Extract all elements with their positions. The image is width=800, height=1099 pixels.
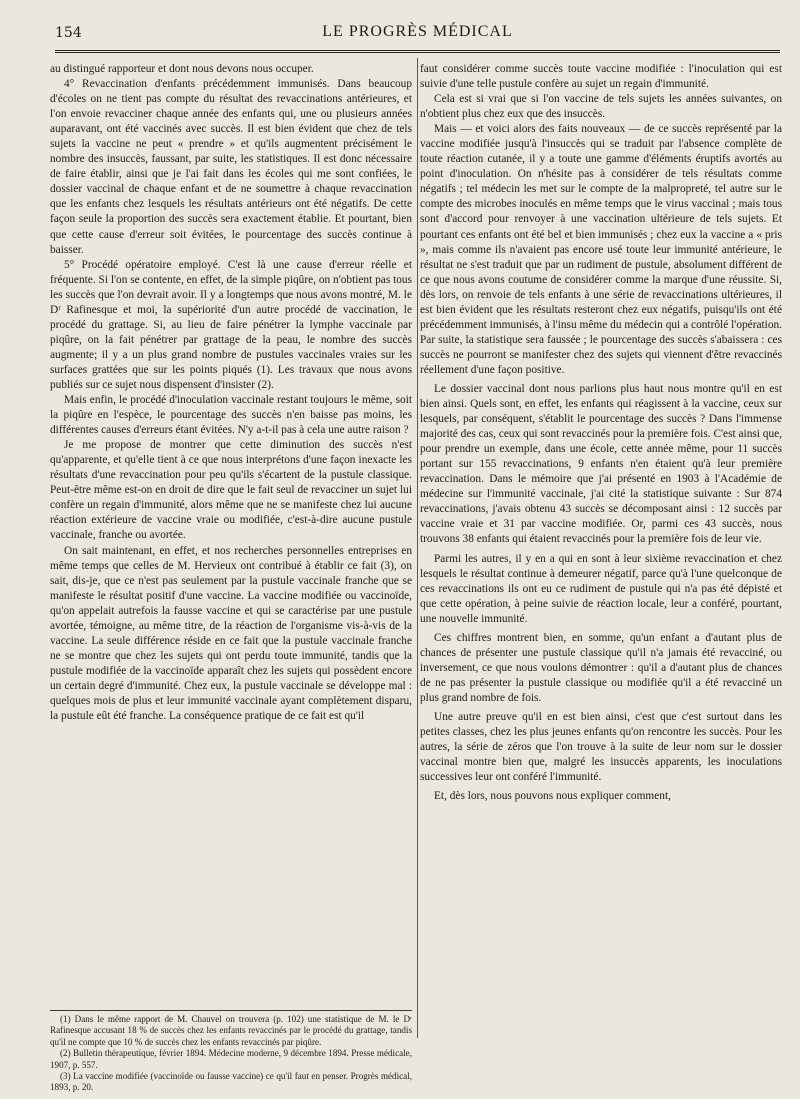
paragraph: Ces chiffres montrent bien, en somme, qu'un enfant a d'autant plus de chances de présenter une pustule classique qu'il n'a jamais été revacciné, ou inversement, ce que nous voulons démontrer : qu'il a d'autant plus de chances de ne pas présenter la pustule classique ou modifiée qu'il a été revacciné un plus grand nombre de fois.: [420, 631, 782, 704]
paragraph: au distingué rapporteur et dont nous devons nous occuper.: [50, 63, 314, 75]
page-header: [55, 18, 780, 53]
paragraph: On sait maintenant, en effet, et nos recherches personnelles entreprises en même temps que celles de M. Hervieux ont contribué à établir ce fait (3), on sait, dis-je, que ce n'est pas seulement par la pustule vaccinale franche que se manifeste le résultat positif d'une vaccine. La vaccine modifiée ou vaccinoïde, qu'on appelait autrefois la fausse vaccine et qui se caractérise par une pustule avortée, témoigne, au même titre, de la réaction de l'organisme vis-à-vis de la vaccine. La seule différence réside en ce fait que la pustule vaccinale franche ne se montre que chez les sujets qui ont perdu toute immunité, tandis que la pustule modifiée de la vaccinoïde apparaît chez les sujets qui possèdent encore un certain degré d'immunité. Chez eux, la pustule vaccinale se développe mal : quelques mois de plus et leur immunité vaccinale ayant complètement disparu, la pustule eût été franche. La conséquence pratique de ce fait est qu'il: [50, 544, 412, 723]
right-column: [420, 62, 782, 804]
paragraph: 4° Revaccination d'enfants précédemment immunisés. Dans beaucoup d'écoles on ne tient pas compte du résultat des revaccinations antérieures, et l'on envoie revacciner chaque année des enfants qui, une ou plusieurs années auparavant, ont été vaccinés avec succès. Il est bien évident que chez de tels sujets la vaccine ne peut « prendre » et qu'ils augmentent précisément le nombre des insuccès, faussant, par suite, les statistiques. Il est donc nécessaire de faire établir, ainsi que je l'ai fait dans les écoles qui me sont confiées, le dossier vaccinal de chaque enfant et de ne soumettre à chaque revaccination que les enfants chez lesquels les résultats antérieurs ont été négatifs. De cette façon seule la proportion des succès sera exactement établie. Et pourtant, bien que cette cause d'erreur soit évitées, le pourcentage des succès continue à baisser.: [50, 78, 412, 256]
footnote-rule: [50, 1010, 412, 1011]
footnote: (2) Bulletin thérapeutique, février 1894. Médecine moderne, 9 décembre 1894. Presse médicale, 1907, p. 557.: [50, 1048, 412, 1070]
left-column: [50, 62, 412, 724]
paragraph: Mais enfin, le procédé d'inoculation vaccinale restant toujours le même, soit la piqûre en l'espèce, le pourcentage des succès n'en baisse pas moins, les différentes causes d'erreurs étant évitées. N'y a-t-il pas à cela une autre raison ?: [50, 394, 412, 437]
footnote: (1) Dans le même rapport de M. Chauvel on trouvera (p. 102) une statistique de M. le Dʳ Rafinesque accusant 18 % de succès chez les enfants revaccinés par le procédé du grattage, tandis qu'il ne compte que 10 % de succès chez les enfants revaccinés par piqûre.: [50, 1014, 412, 1047]
paragraph: faut considérer comme succès toute vaccine modifiée : l'inoculation qui est suivie d'une telle pustule confère au sujet un regain d'immunité.: [420, 63, 782, 91]
footnote: (3) La vaccine modifiée (vaccinoïde ou fausse vaccine) ce qu'il faut en penser. Progrès médical, 1893, p. 20.: [50, 1071, 412, 1093]
running-title: LE PROGRÈS MÉDICAL: [322, 23, 513, 40]
paragraph: Une autre preuve qu'il en est bien ainsi, c'est que c'est surtout dans les petites classes, chez les plus jeunes enfants qu'on rencontre les succès. Pour les autres, la série de zéros que l'on trouve à la suite de leur nom sur le dossier vaccinal montre bien que, malgré les insuccès apparents, les inoculations successives leur ont conféré l'immunité.: [420, 710, 782, 784]
column-divider: [417, 58, 418, 1038]
footnotes: [50, 1014, 412, 1094]
paragraph: 5° Procédé opératoire employé. C'est là une cause d'erreur réelle et fréquente. Si l'on se contente, en effet, de la simple piqûre, on n'obtient pas tous les succès que l'on devrait avoir. Il y a longtemps que nous avons montré, M. le Dʳ Rafinesque et moi, la supériorité d'un autre procédé de vaccination, le procédé du grattage. Si, au lieu de faire pénétrer la lymphe vaccinale par piqûre, on la fait pénétrer par grattage de la peau, le nombre des succès augmente; il y a un plus grand nombre de pustules vaccinales vraies sur les surfaces grattées que sur les points piqués (1). Les travaux que nous avons publiés sur ce sujet nous dispensent d'insister (2).: [50, 258, 412, 391]
paragraph: Je me propose de montrer que cette diminution des succès n'est qu'apparente, et qu'elle tient à ce que nous interprétons d'une façon inexacte les résultats d'une revaccination pour peu qu'ils s'écartent de la pustule classique. Peut-être même est-on en droit de dire que le fait seul de revacciner un sujet lui confère un regain d'immunité, alors même que ne se manifeste chez lui aucune réaction extérieure de vaccine vraie ou modifiée, c'est-à-dire aucune pustule vaccinale, franche ou avortée.: [50, 439, 412, 542]
page-number: 154: [55, 25, 82, 41]
paragraph: Le dossier vaccinal dont nous parlions plus haut nous montre qu'il en est bien ainsi. Quels sont, en effet, les enfants qui réagissent à la vaccine, ceux sur lesquels, par conséquent, s'établit le pourcentage des succès ? Dans l'immense majorité des cas, ceux qui sont revaccinés pour la première fois. C'est ainsi que, pour prendre un exemple, dans une école, cette année même, pour 11 succès portant sur 155 revaccinations, 9 enfants n'en étaient qu'à leur première revaccination. Dans le mémoire que j'ai présenté en 1903 à l'Académie de médecine sur l'immunité vaccinale, j'ai cité la statistique suivante : Sur 874 revaccinations, j'avais obtenu 43 succès se décomposant ainsi : 12 succès par vaccine vraie et 31 par vaccine modifiée. Or, parmi ces 43 succès, nous trouvons 38 enfants qui étaient revaccinés pour la première fois de leur vie.: [420, 382, 782, 546]
paragraph: Parmi les autres, il y en a qui en sont à leur sixième revaccination et chez lesquels le résultat continue à demeurer négatif, parce qu'à l'une quelconque de ces revaccinations ils ont eu ce rudiment de pustule qui n'a pas été dépisté et que cette opération, à peine suivie de réaction locale, leur a conféré, pourtant, une nouvelle immunité.: [420, 552, 782, 625]
paragraph: Mais — et voici alors des faits nouveaux — de ce succès représenté par la vaccine modifiée jusqu'à l'insuccès qui se traduit par l'absence complète de toute réaction cutanée, il y a toute une gamme d'éléments éruptifs avortés au point d'inoculation. On n'hésite pas à considérer de tels résultats comme négatifs ; tel médecin les met sur le compte de la malpropreté, tel autre sur le compte des microbes inoculés en même temps que le virus vaccinal ; mais tous sont d'accord pour renvoyer à une vaccination ultérieure de tels sujets. Et pourtant ces enfants ont été bel et bien immunisés ; chez eux la vaccine a « pris », mais comme ils n'avaient pas encore usé toute leur immunité antérieure, le résultat ne s'est traduit que par un rudiment de pustule, absolument différent de ce que nous avons coutume de considérer comme la marque d'une réussite. Si, dès lors, on renvoie de tels enfants à une série de revaccinations ultérieures, il est bien évident que les résultats resteront chez eux négatifs, puisqu'ils ont été précédemment immunisés, à l'insu même du médecin qui a contrôlé l'opération. Par suite, la statistique sera faussée ; le pourcentage des succès s'abaissera : ces succès ne pourront se manifester chez des sujets qui viennent d'être revaccinés réellement d'une façon positive.: [420, 123, 782, 376]
paragraph: Cela est si vrai que si l'on vaccine de tels sujets les années suivantes, on n'obtient plus chez eux que des insuccès.: [420, 93, 782, 121]
paragraph: Et, dès lors, nous pouvons nous expliquer comment,: [434, 790, 671, 803]
